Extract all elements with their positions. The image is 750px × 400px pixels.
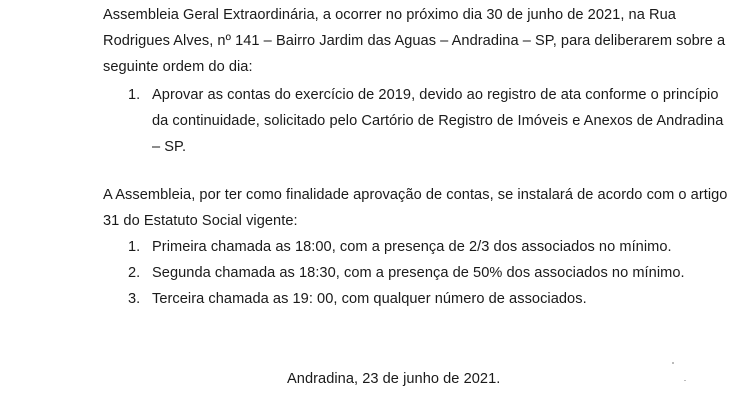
agenda-item-line-2: da continuidade, solicitado pelo Cartório de Registro de Imóveis e Anexos de Andradina <box>152 113 724 129</box>
call-number-3: 3. <box>128 291 141 307</box>
intro-line-3: seguinte ordem do dia: <box>103 59 253 75</box>
call-text-2: Segunda chamada as 18:30, com a presença de 50% dos associados no mínimo. <box>152 265 685 281</box>
agenda-item-number: 1. <box>128 87 141 103</box>
call-number-2: 2. <box>128 265 141 281</box>
intro-line-1: Assembleia Geral Extraordinária, a ocorrer no próximo dia 30 de junho de 2021, na Rua <box>103 7 676 23</box>
agenda-item-line-1: Aprovar as contas do exercício de 2019, devido ao registro de ata conforme o princípio <box>152 87 719 103</box>
place-and-date: Andradina, 23 de junho de 2021. <box>287 371 501 387</box>
quorum-line-2: 31 do Estatuto Social vigente: <box>103 213 298 229</box>
intro-line-2: Rodrigues Alves, nº 141 – Bairro Jardim das Aguas – Andradina – SP, para deliberarem sobre a <box>103 33 726 49</box>
call-text-3: Terceira chamada as 19: 00, com qualquer número de associados. <box>152 291 587 307</box>
call-number-1: 1. <box>128 239 141 255</box>
agenda-item-line-3: – SP. <box>152 139 187 155</box>
scan-speck <box>684 380 686 381</box>
call-text-1: Primeira chamada as 18:00, com a presença de 2/3 dos associados no mínimo. <box>152 239 672 255</box>
quorum-line-1: A Assembleia, por ter como finalidade aprovação de contas, se instalará de acordo com o artigo <box>103 187 728 203</box>
scan-speck <box>672 362 674 364</box>
